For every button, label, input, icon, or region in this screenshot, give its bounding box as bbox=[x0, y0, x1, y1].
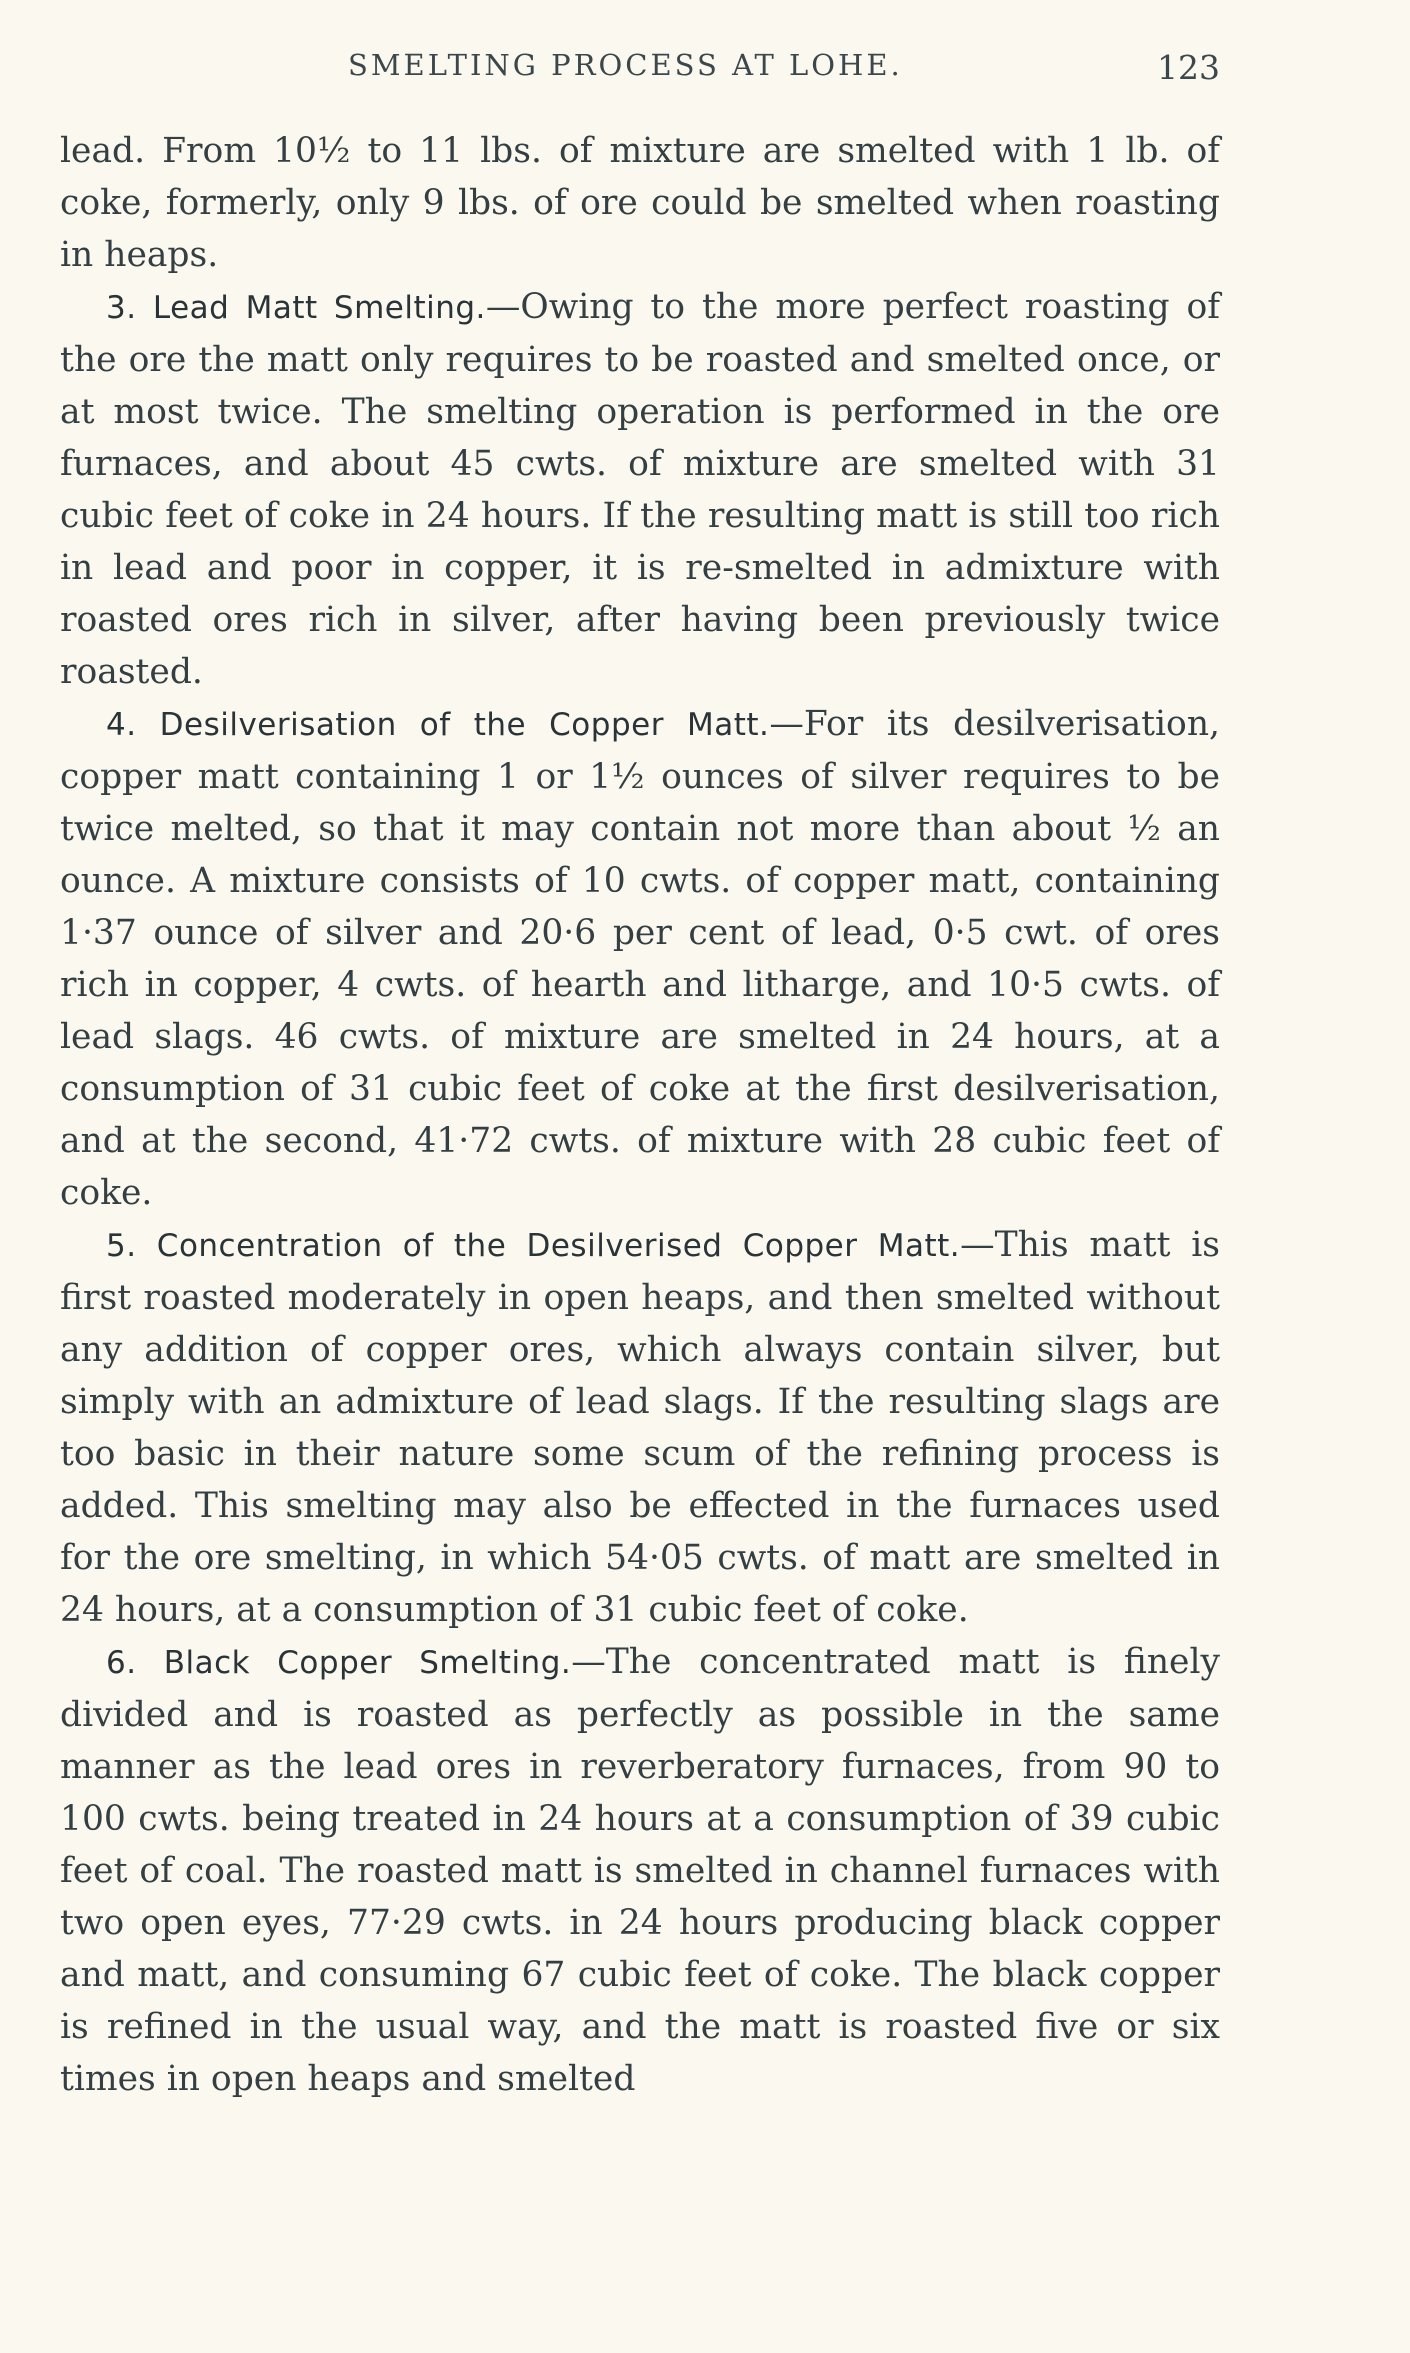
paragraph-concentration bbox=[60, 1219, 1220, 1636]
paragraph-text: lead. From 10½ to 11 lbs. of mixture are smelted with 1 lb. of coke, formerly, only 9 lbs. of ore could be smelted when roasting in heaps. bbox=[60, 131, 1220, 275]
paragraph-text: —For its desilverisation, copper matt containing 1 or 1½ ounces of silver requires to be twice melted, so that it may contain not more than about ½ an ounce. A mixture consists of 10 cwts. of copper matt, containing 1·37 ounce of silver and 20·6 per cent of lead, 0·5 cwt. of ores rich in copper, 4 cwts. of hearth and litharge, and 10·5 cwts. of lead slags. 46 cwts. of mixture are smelted in 24 hours, at a consumption of 31 cubic feet of coke at the first desilverisation, and at the second, 41·72 cwts. of mixture with 28 cubic feet of coke. bbox=[60, 704, 1221, 1213]
paragraph-black-copper-smelting bbox=[60, 1636, 1220, 2105]
paragraph-text: —Owing to the more perfect roasting of the ore the matt only requires to be roasted and smelted once, or at most twice. The smelting operation is performed in the ore furnaces, and about 45 cwts. of mixture are smelted with 31 cubic feet of coke in 24 hours. If the resulting matt is still too rich in lead and poor in copper, it is re-smelted in admixture with roasted ores rich in silver, after having been previously twice roasted. bbox=[60, 287, 1220, 692]
paragraph-lead-matt-smelting bbox=[60, 281, 1220, 698]
section-heading: 6. Black Copper Smelting. bbox=[106, 1645, 572, 1681]
paragraph-continuation bbox=[60, 125, 1220, 281]
page-number: 123 bbox=[1157, 48, 1220, 87]
body-text bbox=[60, 125, 1220, 2105]
section-heading: 5. Concentration of the Desilverised Copper Matt. bbox=[106, 1228, 961, 1264]
running-head: SMELTING PROCESS AT LOHE. bbox=[348, 48, 903, 82]
paragraph-text: —This matt is first roasted moderately in open heaps, and then smelted without any addition of copper ores, which always contain silver, but simply with an admixture of lead slags. If the resulting slags are too basic in their nature some scum of the refining process is added. This smelting may also be effected in the furnaces used for the ore smelting, in which 54·05 cwts. of matt are smelted in 24 hours, at a consumption of 31 cubic feet of coke. bbox=[60, 1225, 1220, 1630]
paragraph-desilverisation bbox=[60, 698, 1220, 1219]
section-heading: 3. Lead Matt Smelting. bbox=[106, 290, 486, 326]
section-heading: 4. Desilverisation of the Copper Matt. bbox=[106, 707, 770, 743]
paragraph-text: —The concentrated matt is finely divided and is roasted as perfectly as possible in the same manner as the lead ores in reverberatory furnaces, from 90 to 100 cwts. being treated in 24 hours at a consumption of 39 cubic feet of coal. The roasted matt is smelted in channel furnaces with two open eyes, 77·29 cwts. in 24 hours producing black copper and matt, and consuming 67 cubic feet of coke. The black copper is refined in the usual way, and the matt is roasted five or six times in open heaps and smelted bbox=[60, 1642, 1220, 2099]
page-header bbox=[60, 48, 1220, 88]
